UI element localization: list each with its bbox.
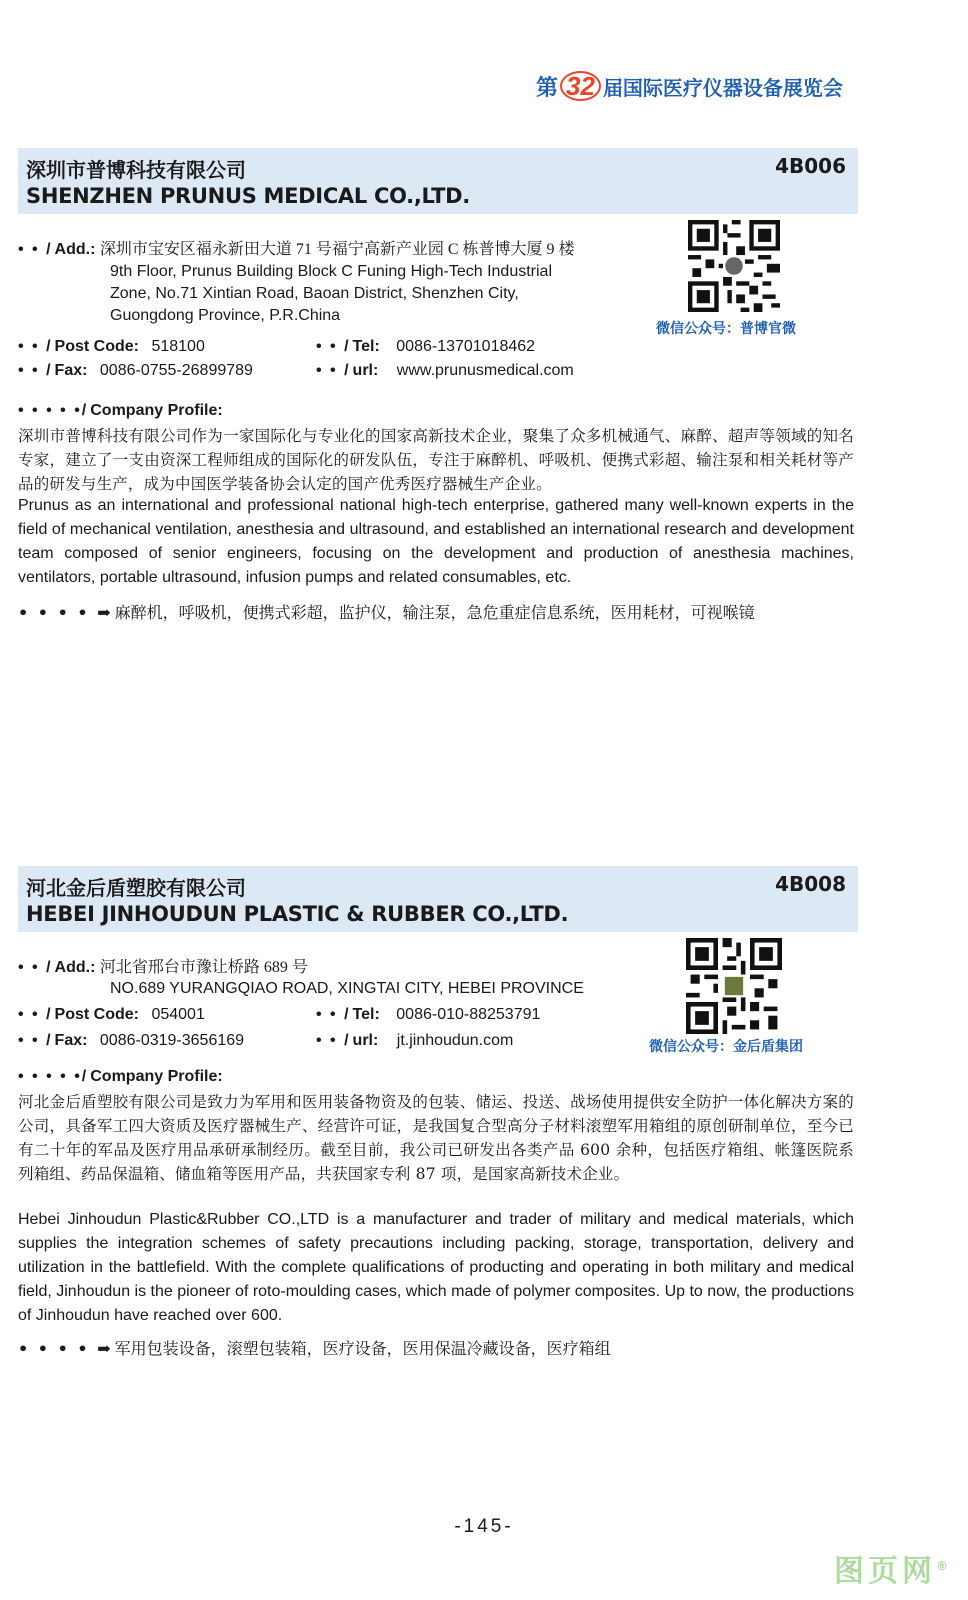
company-name-cn: 深圳市普博科技有限公司	[26, 158, 246, 182]
qr-code-image	[688, 220, 780, 312]
exhibitor-entry-jinhoudun	[18, 866, 858, 1406]
booth-number: 4B008	[775, 872, 846, 896]
company-name-en: HEBEI JINHOUDUN PLASTIC & RUBBER CO.,LTD.	[26, 902, 569, 926]
products-list: 麻醉机，呼吸机，便携式彩超，监护仪，输注泵，急危重症信息系统，医用耗材，可视喉镜	[114, 603, 755, 622]
url-row: • • / url: www.prunusmedical.com	[316, 362, 574, 379]
profile-heading: • • • • •/ Company Profile:	[18, 402, 223, 419]
company-name-cn: 河北金后盾塑胶有限公司	[26, 876, 246, 900]
exhibitor-header	[18, 866, 858, 932]
profile-text-cn: 河北金后盾塑胶有限公司是致力为军用和医用装备物资及的包装、储运、投送、战场使用提供安全防护一体化解决方案的公司，具备军工四大资质及医疗器械生产、经营许可证，是我国复合型高分子材料滚塑军用箱组的原创研制单位，至今已有二十年的军品及医疗用品承研承制经历。截至目前，我公司已研发出各类产品 600 余种，包括医疗箱组、帐篷医院系列箱组、药品保温箱、储血箱等医用产品，共获国家专利 87 项，是国家高新技术企业。	[18, 1093, 854, 1183]
qr-caption: 微信公众号：普博官微	[656, 321, 796, 337]
url-row: • • / url: jt.jinhoudun.com	[316, 1032, 514, 1049]
products-list: 军用包装设备，滚塑包装箱，医疗设备，医用保温冷藏设备，医疗箱组	[114, 1339, 611, 1358]
banner-title: 届国际医疗仪器设备展览会	[602, 75, 843, 100]
address-en-line-2: Zone, No.71 Xintian Road, Baoan District, Shenzhen City,	[110, 285, 519, 302]
postcode-label: Post Code:	[54, 1006, 139, 1023]
url-link[interactable]: jt.jinhoudun.com	[396, 1032, 514, 1049]
url-link[interactable]: www.prunusmedical.com	[396, 362, 574, 379]
postcode-row: • • / Post Code: 518100	[18, 338, 205, 355]
company-name-en: SHENZHEN PRUNUS MEDICAL CO.,LTD.	[26, 184, 470, 208]
banner-prefix: 第	[536, 75, 559, 101]
exhibitor-entry-prunus	[18, 148, 858, 622]
profile-text-cn: 深圳市普博科技有限公司作为一家国际化与专业化的国家高新技术企业，聚集了众多机械通气、麻醉、超声等领域的知名专家，建立了一支由资深工程师组成的国际化的研发队伍，专注于麻醉机、呼吸机、便携式彩超、输注泵和相关耗材等产品的研发与生产，成为中国医学装备协会认定的国产优秀医疗器械生产企业。	[18, 427, 854, 493]
expo-banner	[536, 66, 876, 106]
fax-row: • • / Fax: 0086-0755-26899789	[18, 362, 253, 379]
url-label: url:	[352, 362, 379, 379]
watermark-text: 图页网	[834, 1554, 936, 1589]
tel-label: Tel:	[352, 1006, 380, 1023]
address-en-line-1: NO.689 YURANGQIAO ROAD, XINGTAI CITY, HEBEI PROVINCE	[110, 980, 584, 997]
fax-row: • • / Fax: 0086-0319-3656169	[18, 1032, 245, 1049]
fax-value: 0086-0755-26899789	[99, 362, 253, 379]
postcode-row: • • / Post Code: 054001	[18, 1006, 205, 1023]
products-row: • • • • ➡ 麻醉机，呼吸机，便携式彩超，监护仪，输注泵，急危重症信息系统，医用耗材，可视喉镜	[18, 603, 755, 622]
postcode-label: Post Code:	[54, 338, 139, 355]
qr-caption: 微信公众号：金后盾集团	[649, 1039, 803, 1055]
address-row: • • / Add.: 深圳市宝安区福永新田大道 71 号福宁高新产业园 C 栋普博大厦 9 楼	[18, 241, 575, 258]
fax-value: 0086-0319-3656169	[99, 1032, 245, 1049]
address-cn: 河北省邢台市豫让桥路 689 号	[99, 959, 308, 976]
tel-value: 0086-010-88253791	[396, 1006, 541, 1023]
exhibitor-header	[18, 148, 858, 214]
tel-row: • • / Tel: 0086-010-88253791	[316, 1006, 541, 1023]
page-number: -145-	[454, 1516, 514, 1537]
profile-heading: • • • • •/ Company Profile:	[18, 1068, 223, 1085]
url-label: url:	[352, 1032, 379, 1049]
fax-label: Fax:	[54, 1032, 88, 1049]
address-en-line-1: 9th Floor, Prunus Building Block C Funing High-Tech Industrial	[110, 263, 552, 280]
postcode-value: 054001	[151, 1006, 205, 1023]
products-row: • • • • ➡ 军用包装设备，滚塑包装箱，医疗设备，医用保温冷藏设备，医疗箱组	[18, 1339, 611, 1358]
tel-value: 0086-13701018462	[396, 338, 536, 355]
banner-number: 32	[560, 71, 601, 101]
address-label: Add.:	[54, 959, 96, 976]
address-cn: 深圳市宝安区福永新田大道 71 号福宁高新产业园 C 栋普博大厦 9 楼	[99, 241, 575, 258]
fax-label: Fax:	[54, 362, 88, 379]
tel-label: Tel:	[352, 338, 380, 355]
address-en-line-3: Guongdong Province, P.R.China	[110, 307, 341, 324]
watermark-logo	[834, 1546, 952, 1590]
address-row: • • / Add.: 河北省邢台市豫让桥路 689 号	[18, 959, 308, 976]
address-label: Add.:	[54, 241, 96, 258]
profile-text-en: Hebei Jinhoudun Plastic&Rubber CO.,LTD is a manufacturer and trader of military and medical materials, which supplies the integration schemes of safety precautions including packing, storage, transportation, delivery and utilization in the battlefield. With the complete qualifications of producting and operating in both military and medical field, Jinhoudun is the pioneer of roto-moulding cases, which made of polymer composites. Up to now, the productions of Jinhoudun have reached over 600.	[18, 1211, 855, 1324]
profile-label: Company Profile:	[90, 402, 223, 419]
profile-text-en: Prunus as an international and professional national high-tech enterprise, gathered many well-known experts in the field of mechanical ventilation, anesthesia and ultrasound, and established an international research and development team composed of senior engineers, focusing on the development and production of anesthesia machines, ventilators, portable ultrasound, infusion pumps and related consumables, etc.	[18, 497, 854, 586]
postcode-value: 518100	[151, 338, 205, 355]
qr-code-image	[686, 938, 782, 1034]
registered-mark: ®	[936, 1559, 952, 1573]
profile-label: Company Profile:	[90, 1068, 223, 1085]
tel-row: • • / Tel: 0086-13701018462	[316, 338, 536, 355]
booth-number: 4B006	[775, 154, 846, 178]
